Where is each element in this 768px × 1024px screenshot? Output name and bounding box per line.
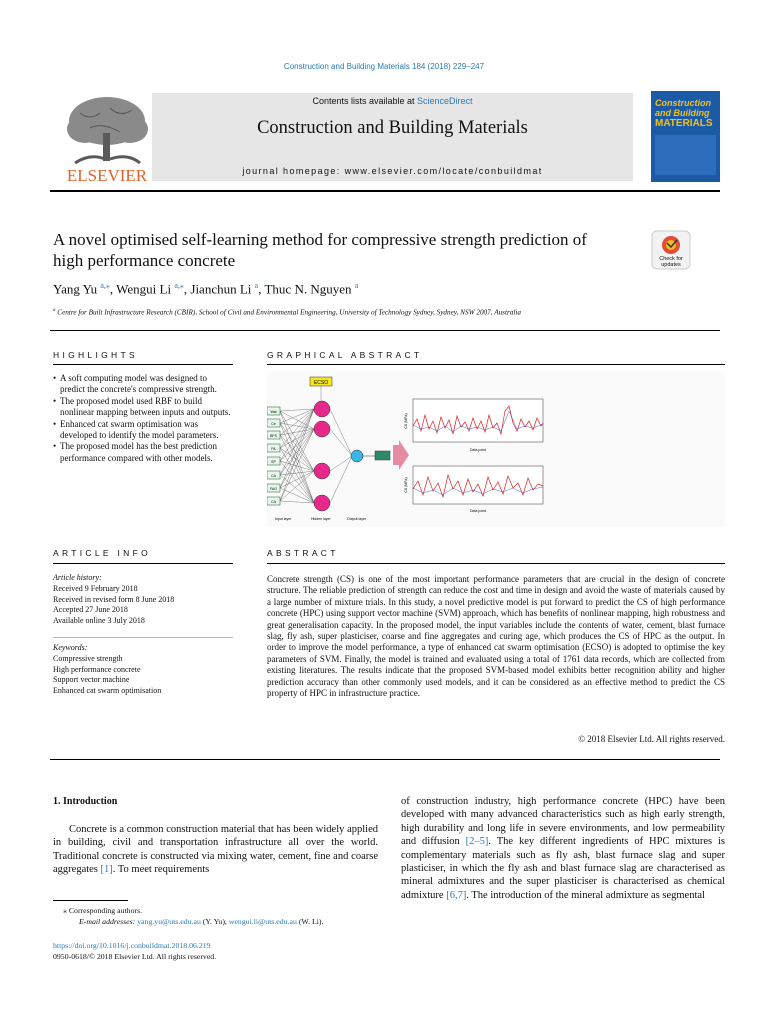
abstract-heading: ABSTRACT <box>267 548 339 558</box>
author-name: Jianchun Li <box>190 281 252 297</box>
list-item: • The proposed model has the best prediction performance compared with other models. <box>53 441 233 464</box>
svg-text:CA: CA <box>271 474 276 478</box>
svg-text:BFS: BFS <box>270 434 277 438</box>
svg-text:FAG: FAG <box>269 487 278 491</box>
highlights-rule <box>53 364 233 365</box>
section-heading-introduction: 1. Introduction <box>53 796 118 807</box>
elsevier-logo <box>50 93 165 185</box>
reference-link[interactable]: [6,7] <box>446 889 467 901</box>
contents-prefix: Contents lists available at <box>312 96 418 106</box>
intro-text: Concrete is a common construction material that has been widely applied in building, civil and transportation infrastructure all over the world. Traditional concrete is constructed via mixing water, cement, fine and coarse aggregates <box>53 824 378 876</box>
email-owner: (W. Li). <box>296 916 324 926</box>
keyword: High performance concrete <box>53 664 141 674</box>
svg-text:Output layer: Output layer <box>347 517 367 521</box>
highlights-heading: HIGHLIGHTS <box>53 350 138 360</box>
email-link[interactable]: yang.yu@uts.edu.au <box>137 916 201 926</box>
check-updates-label: Check for updates <box>659 256 683 268</box>
sciencedirect-link[interactable]: ScienceDirect <box>417 96 473 106</box>
article-info-rule <box>53 563 233 564</box>
footnotes <box>53 906 383 927</box>
intro-text: . To meet requirements <box>112 864 210 876</box>
svg-text:Ce: Ce <box>271 422 276 426</box>
affiliation-mark: a <box>53 308 56 313</box>
abstract-copyright: © 2018 Elsevier Ltd. All rights reserved. <box>578 734 725 744</box>
author-affil-sup[interactable]: a,⁎ <box>100 281 110 290</box>
svg-text:Wat: Wat <box>270 410 277 414</box>
list-item: • The proposed model used RBF to build nonlinear mapping between inputs and outputs. <box>53 396 233 419</box>
journal-homepage[interactable]: journal homepage: www.elsevier.com/locate/conbuildmat <box>242 166 543 176</box>
doi-link[interactable]: https://doi.org/10.1016/j.conbuildmat.2018.06.219 <box>53 941 211 950</box>
journal-banner <box>152 93 633 181</box>
elsevier-wordmark: ELSEVIER <box>66 166 148 185</box>
history-item: Received in revised form 8 June 2018 <box>53 594 175 604</box>
graphical-abstract-rule <box>267 364 725 365</box>
abstract-text: Concrete strength (CS) is one of the most important performance parameters that are crucial in the design of concrete structure. The reliable prediction of strength can reduce the cost and time in design and avoid the waste of materials caused by a large number of mixture trials. In this study, a novel predictive model is put forward to predict the CS of high performance concrete (HPC) using support vector machine (SVM) approach, which has benefits of nonlinear mapping, high robustness and great generalisation capacity. In the proposed model, the input variables include the contents of water, cement, blast furnace slag, fly ash, super plasticiser, coarse and fine aggregates and curing age, which produces the CS of HPC as the output. In order to improve the model performance, a type of enhanced cat swarm optimisation (ECSO) is adopted to optimise the key parameters of SVM. Finally, the model is trained and evaluated using a total of 1761 data records, which are collected from existing literatures. The results indicate that the proposed SVM-based model exhibits better recognition ability and higher prediction accuracy than other commonly used models, and it can be considered as an effective method to predict the CS property of HPC in infrastructure practice. <box>267 574 725 699</box>
footnote-rule <box>53 900 128 901</box>
svg-text:CS (MPa): CS (MPa) <box>404 413 408 429</box>
keywords-label: Keywords: <box>53 643 88 652</box>
journal-title: Construction and Building Materials <box>257 118 528 138</box>
history-item: Received 9 February 2018 <box>53 583 138 593</box>
svg-text:SP: SP <box>271 460 276 464</box>
issn-line: 0950-0618/© 2018 Elsevier Ltd. All rights reserved. <box>53 951 217 961</box>
abstract-bottom-rule <box>50 759 720 760</box>
intro-left-paragraph <box>53 823 378 877</box>
keyword: Support vector machine <box>53 675 130 685</box>
list-item: • A soft computing model was designed to predict the concrete's compressive strength. <box>53 373 233 396</box>
svg-text:Data point: Data point <box>470 448 486 452</box>
affiliation <box>53 308 521 316</box>
abstract-rule <box>267 563 725 564</box>
corresponding-text: Corresponding authors. <box>68 906 143 915</box>
journal-cover-thumbnail <box>651 91 720 182</box>
ecso-label: ECSO <box>313 380 329 386</box>
intro-right-paragraph <box>401 795 725 902</box>
cover-subtitle: MATERIALS <box>655 118 713 129</box>
article-history <box>53 573 174 627</box>
cover-image <box>655 135 716 175</box>
email-label: E-mail addresses: <box>79 916 138 926</box>
author-affil-sup[interactable]: a <box>354 281 359 290</box>
author-affil-sup[interactable]: a <box>254 281 259 290</box>
corresponding-note: ⁎ Corresponding authors. <box>63 906 143 915</box>
svg-text:Hidden layer: Hidden layer <box>311 517 331 521</box>
author-list: Yang Yu $^{a,⁎}$, Wengui Li $^{a,⁎}$, Jianchun Li $^a$, Thuc N. Nguyen $^a$ <box>53 281 359 297</box>
intro-text: . The key different ingredients of HPC mixtures is complementary materials such as fly ash, blast furnace slag and super plasticiser, in which the fly ash and blast furnace slag are characterised as mineral admixtures and the super plasticiser is characterised as chemical admixture <box>401 836 725 901</box>
article-title: A novel optimised self-learning method for compressive strength prediction of high performance concrete <box>53 230 587 270</box>
history-item: Accepted 27 June 2018 <box>53 605 128 615</box>
section-rule <box>50 330 720 331</box>
article-info-heading: ARTICLE INFO <box>53 548 152 558</box>
svg-text:CS (MPa): CS (MPa) <box>404 477 408 493</box>
email-owner: (Y. Yu), <box>200 916 229 926</box>
reference-link[interactable]: [1] <box>100 864 113 876</box>
email-link[interactable]: wengui.li@uts.edu.au <box>228 916 297 926</box>
history-label: Article history: <box>53 573 102 582</box>
svg-text:CA: CA <box>271 500 276 504</box>
svg-text:FA: FA <box>271 447 276 451</box>
author-name: Yang Yu <box>53 281 98 297</box>
keyword: Enhanced cat swarm optimisation <box>53 686 162 696</box>
journal-citation-link[interactable]: Construction and Building Materials 184 (2018) 229–247 <box>283 62 485 71</box>
doi-block <box>53 941 383 962</box>
output-node <box>351 450 363 462</box>
keyword: Compressive strength <box>53 653 123 663</box>
list-item: • Enhanced cat swarm optimisation was developed to identify the model parameters. <box>53 419 233 442</box>
intro-text: of construction industry, high performance concrete (HPC) have been developed with many advanced characteristics such as high early strength, high durability and long life in severe environments, and low permeability and diffusion <box>401 796 725 848</box>
author-name: Thuc N. Nguyen <box>264 281 352 297</box>
affiliation-text: Centre for Built Infrastructure Research (CBIR), School of Civil and Environmental Engineering, University of Technology Sydney, Sydney, NSW 2007, Australia <box>57 308 521 317</box>
graphical-abstract-figure <box>267 371 725 527</box>
highlights-list <box>53 373 233 464</box>
keywords <box>53 643 161 697</box>
history-item: Available online 3 July 2018 <box>53 616 145 626</box>
cover-title: Construction and Building <box>655 98 711 118</box>
author-affil-sup[interactable]: a,⁎ <box>174 281 184 290</box>
contents-line <box>152 96 633 106</box>
email-note <box>53 917 383 928</box>
intro-text: . The introduction of the mineral admixture as segmental <box>466 889 705 901</box>
info-divider <box>53 637 233 638</box>
graphical-abstract-heading: GRAPHICAL ABSTRACT <box>267 350 423 360</box>
svg-text:Input layer: Input layer <box>275 517 292 521</box>
svg-text:Data point: Data point <box>470 509 486 513</box>
author-name: Wengui Li <box>116 281 172 297</box>
check-for-updates-badge[interactable] <box>651 230 691 270</box>
header-rule <box>50 190 720 192</box>
reference-link[interactable]: [2–5] <box>465 836 489 848</box>
